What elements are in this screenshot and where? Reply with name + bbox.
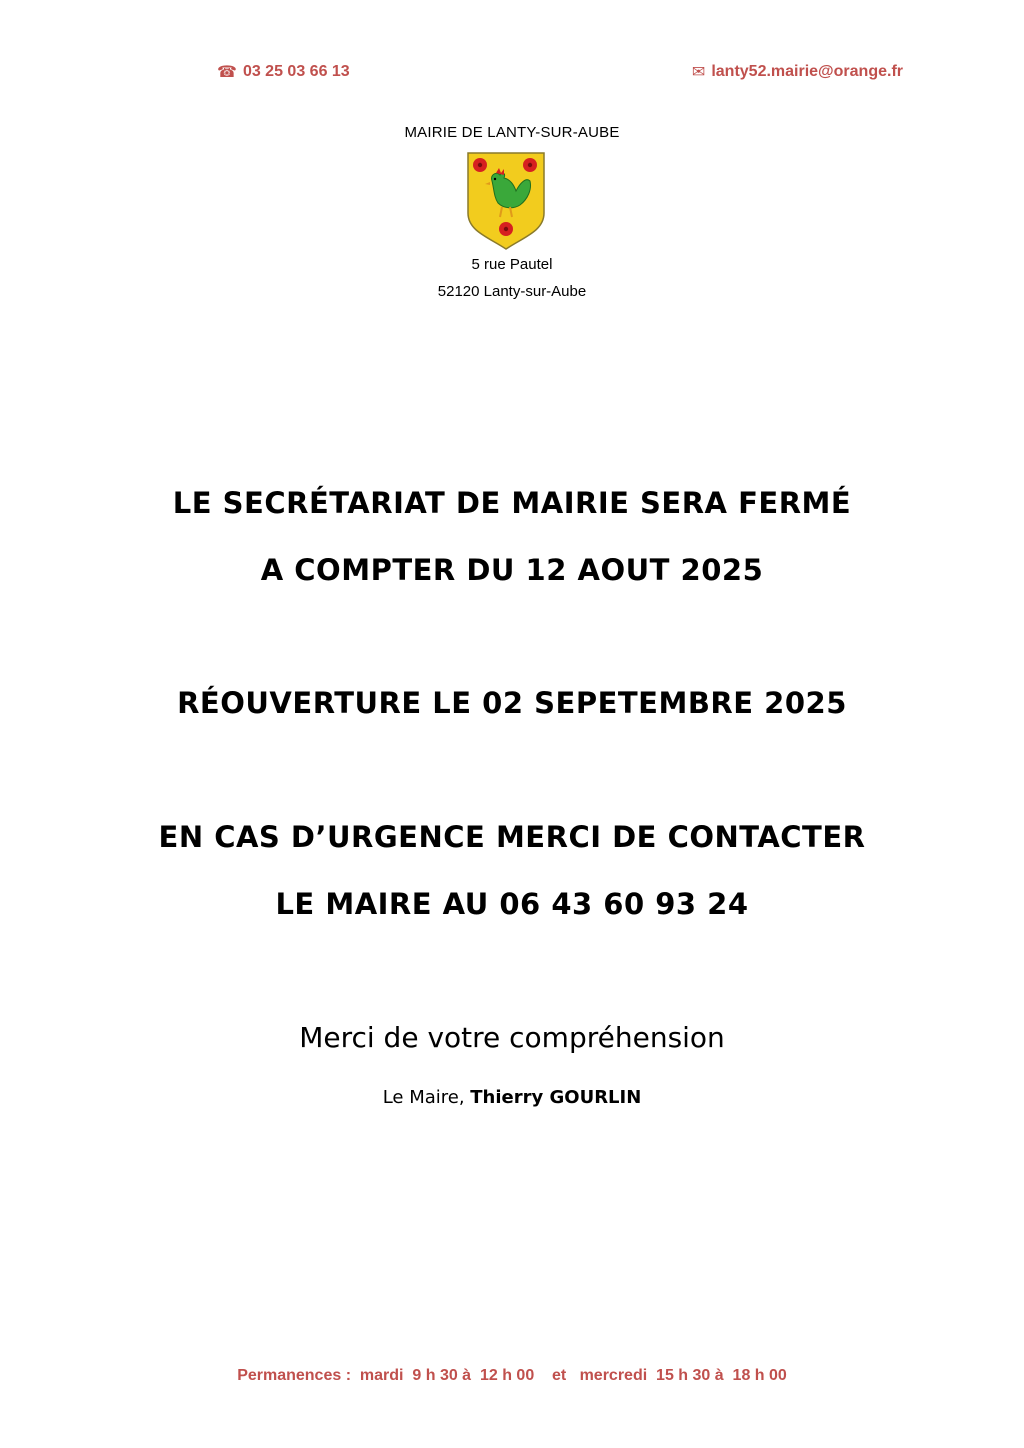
phone-number[interactable]: 03 25 03 66 13 [242, 63, 350, 80]
address-street: 5 rue Pautel [471, 256, 553, 273]
envelope-icon: ✉ [691, 64, 706, 81]
mairie-title: MAIRIE DE LANTY-SUR-AUBE [404, 124, 620, 141]
contact-email [692, 62, 903, 82]
office-hours-text: Permanences : mardi 9 h 30 à 12 h 00 et mercredi 15 h 30 à 18 h 00 [237, 1367, 787, 1384]
office-hours-footer [0, 1367, 1024, 1385]
signature [0, 1087, 1024, 1108]
thanks-message: Merci de votre compréhension [299, 1021, 725, 1054]
contact-phone [217, 62, 350, 82]
announcement-emergency: EN CAS D’URGENCE MERCI DE CONTACTER [158, 820, 866, 854]
signature-name: Thierry GOURLIN [470, 1087, 642, 1108]
announcement-closure: LE SECRÉTARIAT DE MAIRIE SERA FERMÉ [172, 486, 852, 520]
announcement-closure-date: A COMPTER DU 12 AOUT 2025 [260, 553, 764, 587]
telephone-icon: ☎ [217, 64, 237, 81]
email-address[interactable]: lanty52.mairie@orange.fr [711, 63, 903, 80]
address-city: 52120 Lanty-sur-Aube [437, 283, 587, 300]
announcement-mayor-phone: LE MAIRE AU 06 43 60 93 24 [275, 887, 749, 921]
signature-prefix: Le Maire, [382, 1087, 471, 1108]
coat-of-arms-rooster-icon [466, 151, 546, 251]
announcement-reopening: RÉOUVERTURE LE 02 SEPETEMBRE 2025 [177, 686, 847, 720]
